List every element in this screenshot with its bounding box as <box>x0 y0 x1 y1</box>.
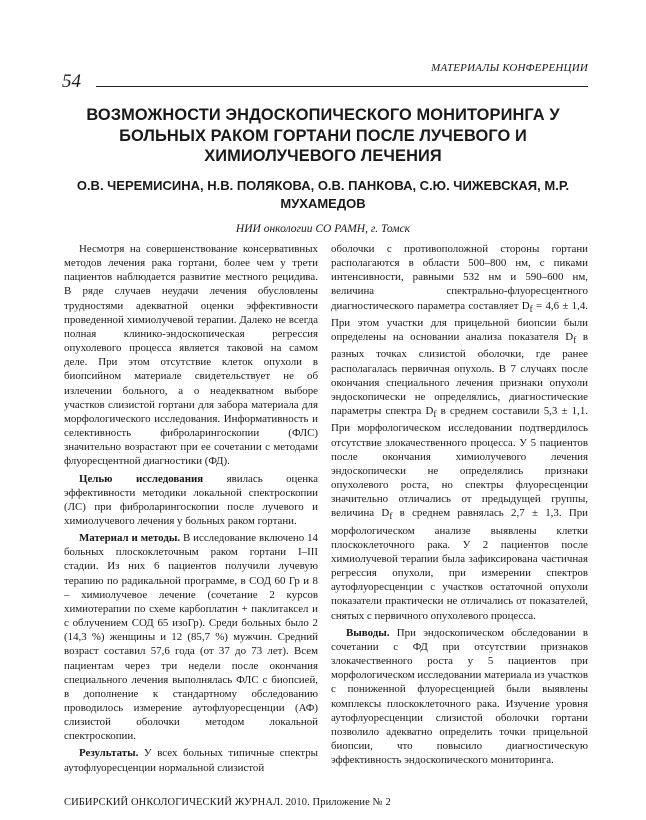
running-header: МАТЕРИАЛЫ КОНФЕРЕНЦИИ <box>431 62 588 74</box>
aim-text: явилась оценка эффективности методики локальной спектроскопии (ЛС) при фиброларингоскопии после лучевого и химиолучевого лечения у больных раком гортани. <box>64 472 319 527</box>
intro-paragraph: Несмотря на совершенствование консервативных методов лечения рака гортани, более чем у трети пациентов наблюдается развитие местного рецидива. В ряде случаев неудачи лечения обусловлены трудностями адекватной оценки эффективности проведенной химиолучевой терапии. Далеко не всегда полная клинико-эндоскопическая регрессия опухолевого процесса является таковой на самом деле. При этом отсутствие клеток опухоли в биопсийном материале свидетельствует не об излечении больного, а о неадекватном выборе участков слизистой гортани для забора материала для морфологического исследования. Информативность и селективность фиброларингоскопии (ФЛС) значительно возрастают при ее сочетании с методами флуоресцентной диагностики (ФД). <box>64 243 318 468</box>
results-text: У всех больных типичные спектры аутофлуоресценции нормальной слизистой <box>64 747 318 774</box>
results-cont-d: в среднем составили 5,3 ± 1,1. При морфологическом исследовании подтвердилось отсутствие злокачественного процесса. У 5 пациентов после окончания химиолучевого лечения эндоскопически не определялись признаки опухолевого роста, но спектры флуоресценции значительно отличались от предыдущей группы, величина D <box>331 405 588 520</box>
subscript-f: f <box>433 409 437 420</box>
article-affiliation: НИИ онкологии СО РАМН, г. Томск <box>235 223 411 235</box>
article-authors: О.В. ЧЕРЕМИСИНА, Н.В. ПОЛЯКОВА, О.В. ПАНКОВА, С.Ю. ЧИЖЕВСКАЯ, М.Р. МУХАМЕДОВ <box>76 178 570 211</box>
page-number: 54 <box>62 71 81 92</box>
conclusions-label: Выводы. <box>346 626 390 639</box>
journal-footer: СИБИРСКИЙ ОНКОЛОГИЧЕСКИЙ ЖУРНАЛ. 2010. Приложение № 2 <box>64 797 391 808</box>
header-rule <box>96 86 588 87</box>
results-cont-e: в среднем равнялась 2,7 ± 1,3. При морфологическом анализе выявлены клетки плоскоклеточного рака. У 2 пациентов после химиолучевой терапии была зафиксирована частичная регрессия опухоли, при измерении спектров аутофлуоресценции с участков остаточной опухоли показатели практически не отличались от показателей, снятых с первичного опухолевого процесса. <box>331 507 588 622</box>
aim-label: Целью исследования <box>79 472 204 485</box>
article-title: ВОЗМОЖНОСТИ ЭНДОСКОПИЧЕСКОГО МОНИТОРИНГА У БОЛЬНЫХ РАКОМ ГОРТАНИ ПОСЛЕ ЛУЧЕВОГО И ХИМИОЛУЧЕВОГО ЛЕЧЕНИЯ <box>86 106 560 165</box>
results-paragraph <box>64 746 318 774</box>
conclusions-paragraph <box>331 626 588 768</box>
methods-label: Материал и методы. <box>79 532 181 545</box>
results-cont-a: оболочки с противоположной стороны гортани располагаются в области 500–800 нм, с пиками интенсивности, равными 532 нм и 590–600 нм, величина спектрально-флуоресцентного диагностического параметра составляет D <box>331 243 588 312</box>
results-label: Результаты. <box>79 747 139 760</box>
subscript-f: f <box>573 335 577 346</box>
subscript-f: f <box>529 303 533 314</box>
methods-text: В исследование включено 14 больных плоскоклеточным раком гортани I–III стадии. Из них 6 пациентов получили лучевую терапию по радикальной программе, в СОД 60 Гр и 8 – химиолучевое лечение (сочетание 2 курсов химиотерапии по схеме карбоплатин + паклитаксел и с облучением СОД 65 изоГр). Среди больных было 2 (14,3 %) женщины и 12 (85,7 %) мужчин. Средний возраст составил 57,6 года (от 37 до 73 лет). Всем пациентам через три недели после окончания специального лечения выполнялась ФЛС с биопсией, в дополнение к стандартному обследованию проводилось измерение аутофлуоресценции (АФ) слизистой оболочки методом локальной спектроскопии. <box>64 532 319 743</box>
text-column-right <box>331 242 588 767</box>
results-cont-b: = 4,6 ± 1,4. При этом участки для прицельной биопсии были определены на основании анализа показателя D <box>331 299 588 344</box>
text-column-left <box>64 242 318 775</box>
results-cont-c: в разных точках слизистой оболочки, где ранее располагалась первичная опухоль. В 7 случаях после окончания специального лечения признаки опухоли эндоскопически не определялись, диагностические параметры спектра D <box>331 331 589 418</box>
methods-paragraph <box>64 531 318 743</box>
subscript-f: f <box>389 511 393 522</box>
results-continuation <box>331 242 588 623</box>
aim-paragraph <box>64 472 318 529</box>
conclusions-text: При эндоскопическом обследовании в сочетании с ФД при отсутствии признаков злокачественного роста у 5 пациентов при морфологическом исследовании материала из участков с пониженной флуоресценцией были выявлены комплексы плоскоклеточного рака. Изучение уровня аутофлуоресценции слизистой оболочки гортани позволило адекватно определить точки прицельной биопсии, что повысило диагностическую эффективность эндоскопического мониторинга. <box>331 626 588 767</box>
